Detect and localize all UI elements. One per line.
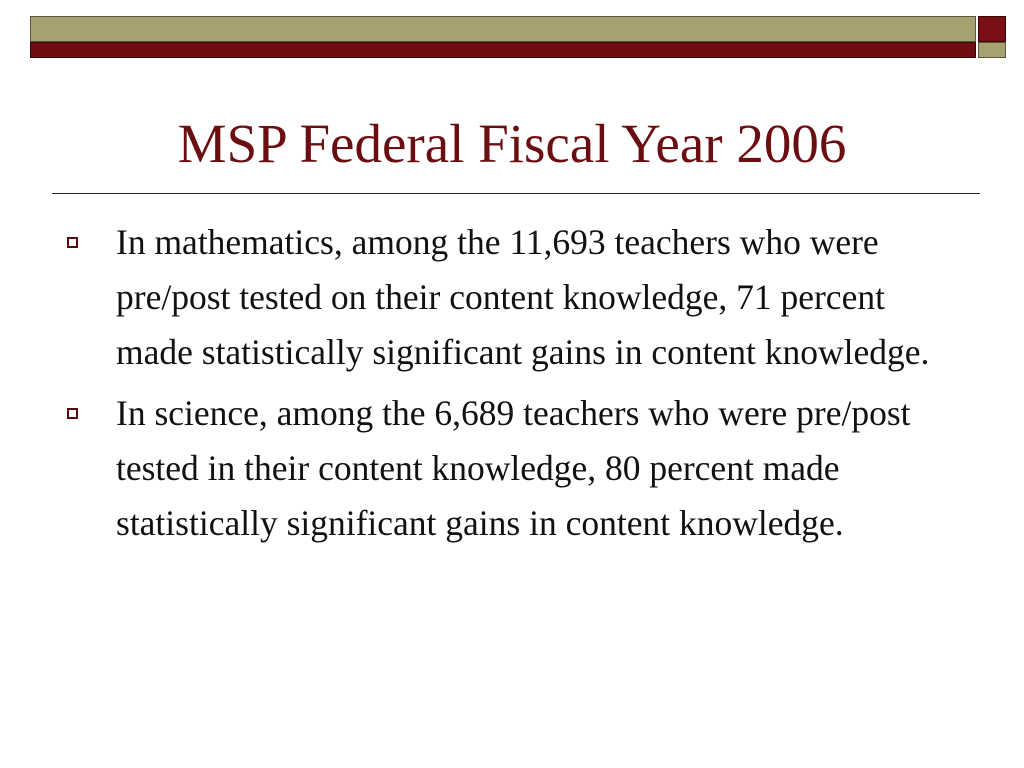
header-maroon-square <box>978 16 1006 42</box>
bullet-text-science: In science, among the 6,689 teachers who were pre/post tested in their content knowledge, 80 percent made statistically significant gains in content knowledge. <box>116 393 911 543</box>
square-bullet-icon <box>67 408 78 419</box>
header-maroon-stripe <box>30 42 976 58</box>
bullet-text-mathematics: In mathematics, among the 11,693 teachers who were pre/post tested on their content knowledge, 71 percent made statistically significant gains in content knowledge. <box>116 222 930 372</box>
square-bullet-icon <box>67 237 78 248</box>
header-decoration-band <box>30 16 1008 58</box>
bullet-item-mathematics <box>62 215 962 380</box>
bullet-list <box>62 215 962 557</box>
slide-title: MSP Federal Fiscal Year 2006 <box>177 113 847 174</box>
title-divider <box>52 193 980 194</box>
bullet-item-science <box>62 386 962 551</box>
header-olive-stripe <box>30 16 976 42</box>
header-olive-square <box>978 42 1006 58</box>
